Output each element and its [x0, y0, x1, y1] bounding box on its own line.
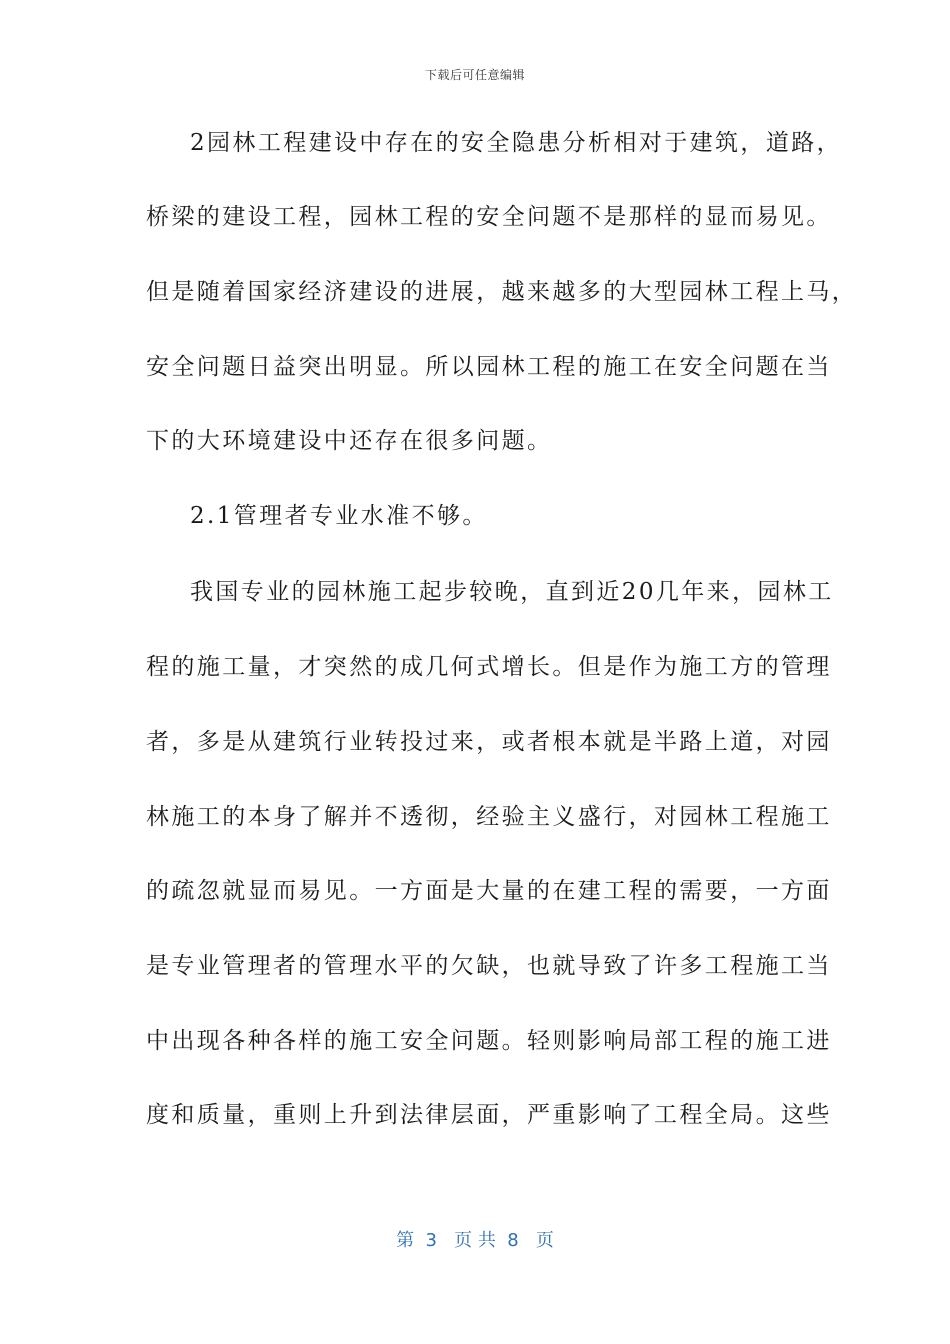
page-number-footer: 第 3 页 共 8 页: [396, 1230, 554, 1251]
paragraph-line: 但是随着国家经济建设的进展，越来越多的大型园林工程上马，: [146, 279, 858, 305]
paragraph-line: 林施工的本身了解并不透彻，经验主义盛行，对园林工程施工: [146, 804, 832, 830]
section-heading: 2.1管理者专业水准不够。: [190, 503, 488, 529]
paragraph-line: 中出现各种各样的施工安全问题。轻则影响局部工程的施工进: [146, 1028, 832, 1054]
paragraph-line: 安全问题日益突出明显。所以园林工程的施工在安全问题在当: [146, 354, 832, 380]
paragraph-line: 度和质量，重则上升到法律层面，严重影响了工程全局。这些: [146, 1102, 832, 1128]
paragraph-line: 的疏忽就显而易见。一方面是大量的在建工程的需要，一方面: [146, 878, 832, 904]
paragraph-line: 是专业管理者的管理水平的欠缺，也就导致了许多工程施工当: [146, 953, 832, 979]
paragraph-line: 程的施工量，才突然的成几何式增长。但是作为施工方的管理: [146, 654, 832, 680]
paragraph-line: 2园林工程建设中存在的安全隐患分析相对于建筑，道路，: [190, 130, 843, 156]
paragraph-line: 下的大环境建设中还存在很多问题。: [146, 428, 553, 454]
paragraph-line: 桥梁的建设工程，园林工程的安全问题不是那样的显而易见。: [146, 204, 832, 230]
page-header: 下载后可任意编辑: [424, 68, 525, 82]
paragraph-line: 者，多是从建筑行业转投过来，或者根本就是半路上道，对园: [146, 729, 832, 755]
paragraph-line: 我国专业的园林施工起步较晚，直到近20几年来，园林工: [190, 579, 834, 605]
